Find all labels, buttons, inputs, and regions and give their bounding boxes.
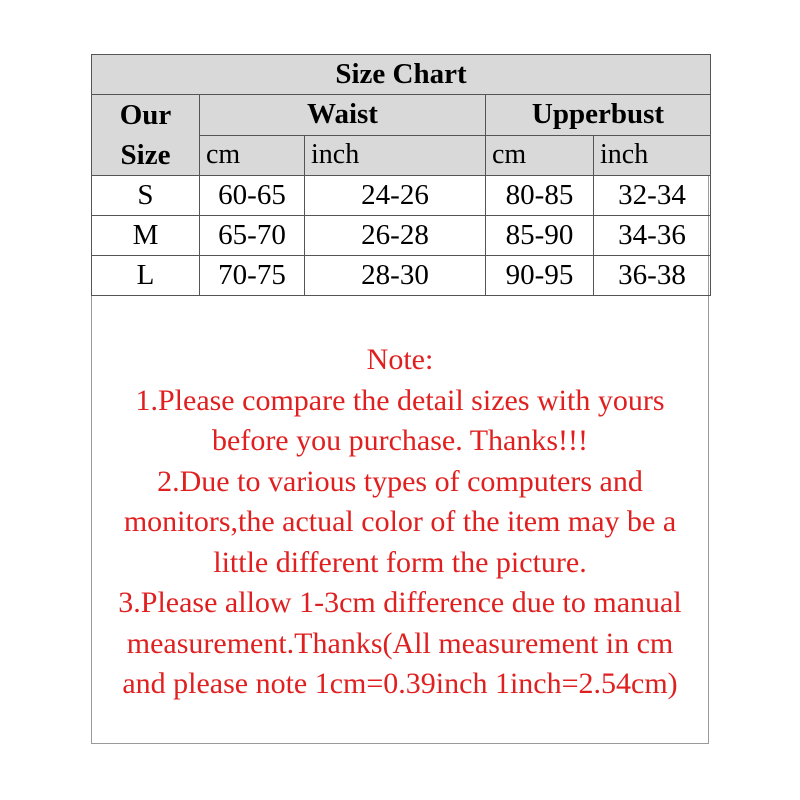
bust-inch-cell: 34-36 [594,216,711,256]
size-column-header [92,95,200,176]
waist-header: Waist [200,95,486,136]
size-cell: L [92,256,200,296]
note-line: little different form the picture. [213,545,587,579]
waist-inch-header: inch [305,135,486,176]
note-line: 3.Please allow 1-3cm difference due to manual [118,586,682,619]
waist-cm-cell: 60-65 [200,176,305,216]
waist-inch-cell: 28-30 [305,256,486,296]
table-row [92,176,711,216]
waist-cm-cell: 65-70 [200,216,305,256]
chart-title: Size Chart [92,55,711,95]
notes-section [92,340,708,705]
group-header-row [92,95,711,136]
waist-inch-cell: 24-26 [305,176,486,216]
note-heading: Note: [366,343,434,376]
bust-cm-cell: 80-85 [486,176,594,216]
bust-cm-cell: 85-90 [486,216,594,256]
note-line: 1.Please compare the detail sizes with yours [135,383,665,417]
size-cell: M [92,216,200,256]
title-row [92,55,711,95]
bust-cm-cell: 90-95 [486,256,594,296]
note-line: measurement.Thanks(All measurement in cm [126,626,674,660]
note-line: before you purchase. Thanks!!! [212,424,588,457]
bust-inch-cell: 32-34 [594,176,711,216]
note-line: 2.Due to various types of computers and [157,464,643,498]
note-line: and please note 1cm=0.39inch 1inch=2.54cm) [122,667,678,700]
size-header-line2: Size [120,139,171,171]
waist-cm-cell: 70-75 [200,256,305,296]
note-line: monitors,the actual color of the item may be a [123,505,677,538]
waist-inch-cell: 26-28 [305,216,486,256]
upperbust-header: Upperbust [486,95,711,136]
waist-cm-header: cm [200,135,305,176]
bust-cm-header: cm [486,135,594,176]
bust-inch-header: inch [594,135,711,176]
size-header-line1: Our [119,99,172,131]
bust-inch-cell: 36-38 [594,256,711,296]
table-row [92,216,711,256]
size-chart-table [91,54,711,296]
size-cell: S [92,176,200,216]
table-row [92,256,711,296]
